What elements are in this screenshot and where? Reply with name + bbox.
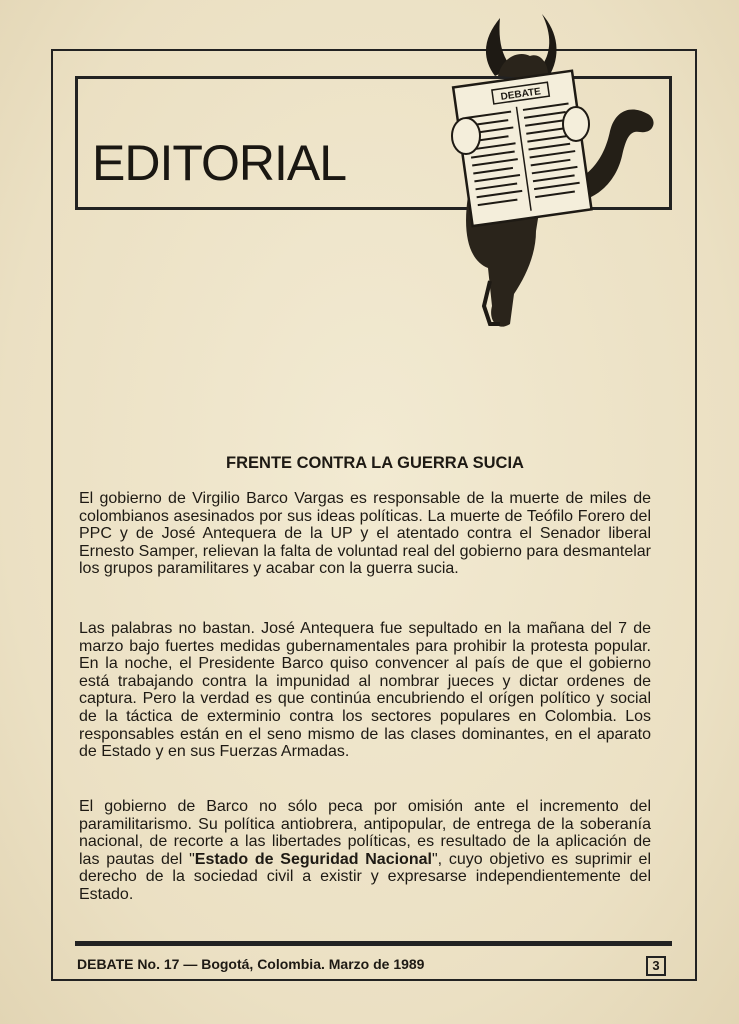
article-paragraph-3 [79,798,651,904]
page-number: 3 [646,956,666,976]
footer-publication-info: DEBATE No. 17 — Bogotá, Colombia. Marzo de 1989 [77,956,425,972]
page-title: EDITORIAL [92,135,347,191]
paragraph-3-text-start: El gobierno de Barco no sólo peca por omisión ante el incremento del paramilitarismo. Su política antiobrera, antipopular, de entrega de la soberanía nacional, de recorte a las libertades políticas, es resultado de la aplicación de las pautas del " [79,798,651,868]
newspaper-masthead: DEBATE [500,86,542,103]
paragraph-3-text-end: ", cuyo objetivo es suprimir el derecho de la sociedad civil a existir y expresarse independientemente del Estado. [79,850,651,903]
article-paragraph-2: Las palabras no bastan. José Antequera fue sepultado en la mañana del 7 de marzo bajo fuertes medidas gubernamentales para prohibir la protesta popular. En la noche, el Presidente Barco quiso convencer al país de que el gobierno está trabajando contra la impunidad al nombrar jueces y dictar ordenes de captura. Pero la verdad es que continúa encubriendo el orígen político y social de la táctica de exterminio contra los sectores populares en Colombia. Los responsables están en el seno mismo de las clases dominantes, en el aparato de Estado y en sus Fuerzas Armadas. [79,620,651,761]
footer-rule [75,941,672,946]
devil-reading-newspaper-illustration [440,6,670,336]
paragraph-3-emphasis: Estado de Seguridad Nacional [194,850,432,868]
article-headline: FRENTE CONTRA LA GUERRA SUCIA [226,454,524,472]
article-paragraph-1: El gobierno de Virgilio Barco Vargas es responsable de la muerte de miles de colombianos asesinados por sus ideas políticas. La muerte de Teófilo Forero del PPC y de José Antequera de la UP y el atentado contra el Senador liberal Ernesto Samper, relievan la falta de voluntad real del gobierno para desmantelar los grupos paramilitares y acabar con la guerra sucia. [79,490,651,578]
